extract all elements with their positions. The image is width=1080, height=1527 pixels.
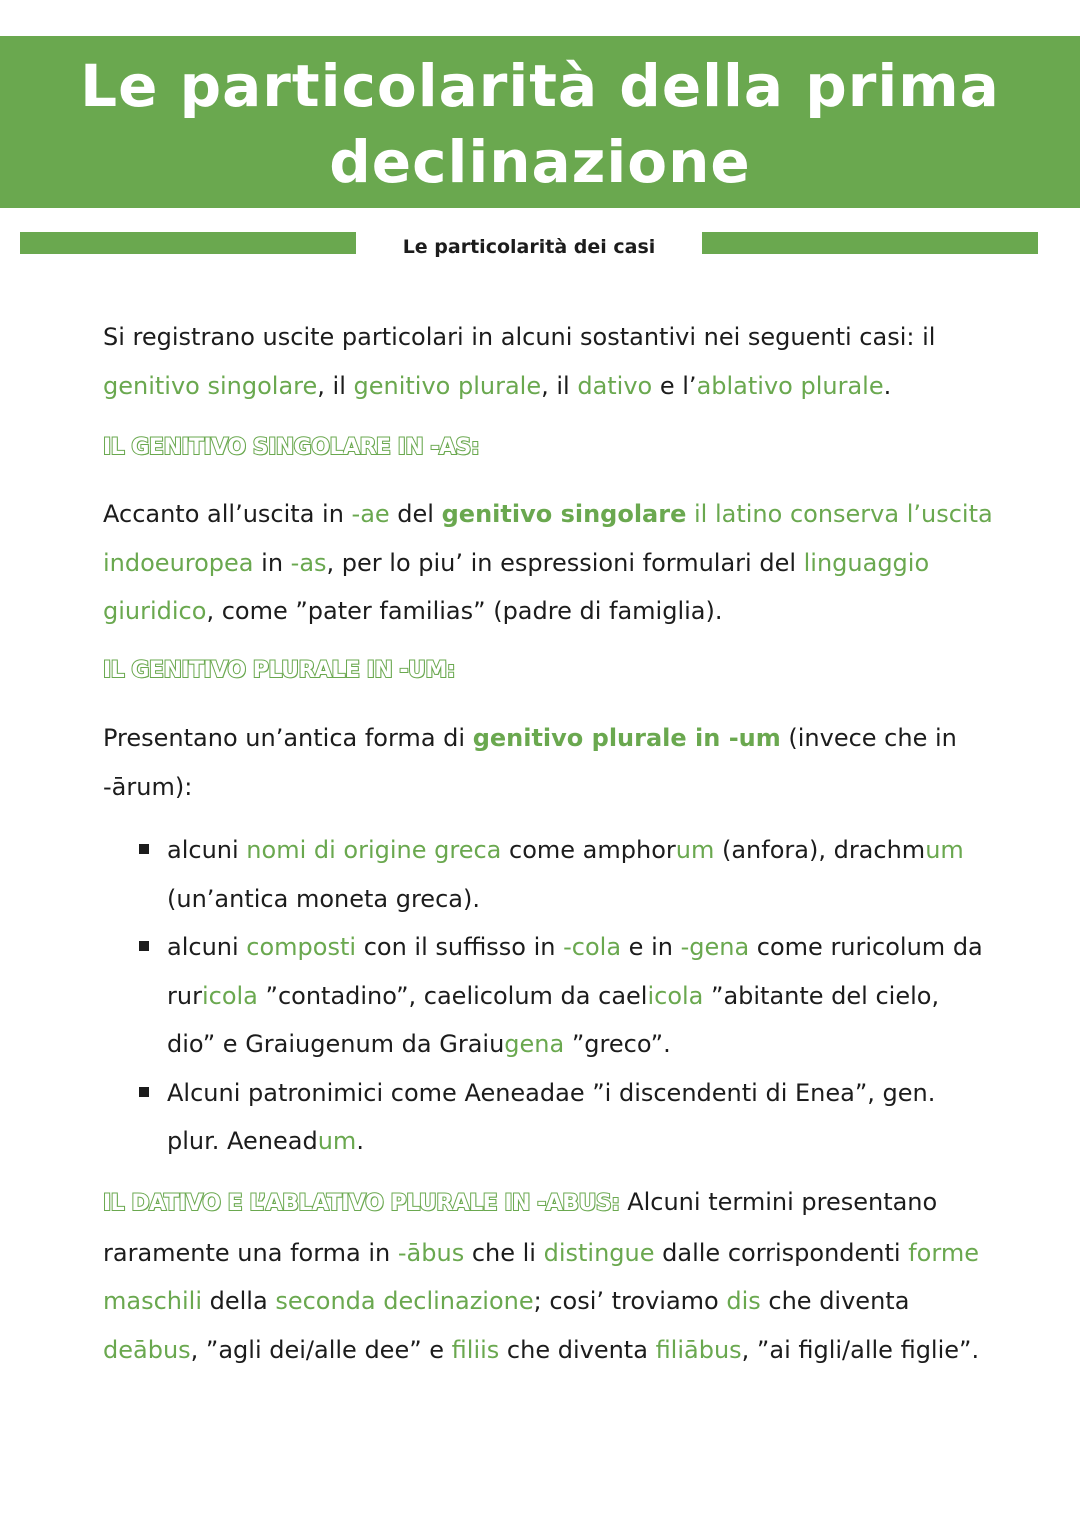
highlight-term: -ābus — [397, 1238, 465, 1267]
body-text: come amphor — [501, 836, 676, 864]
bullet-square-icon — [139, 941, 149, 951]
body-text: con il suffisso in — [356, 933, 564, 961]
highlight-term: um — [675, 836, 715, 864]
intro-text: . — [883, 371, 892, 400]
body-text: che diventa — [499, 1335, 656, 1364]
highlight-term: filiis — [451, 1335, 500, 1364]
section3-paragraph — [103, 1178, 1003, 1374]
intro-text: , il — [317, 371, 354, 400]
bold-highlight-term: genitivo plurale in -um — [472, 724, 781, 752]
highlight-term: deābus — [103, 1335, 191, 1364]
bullet-square-icon — [139, 844, 149, 854]
body-text: ”abitante del cielo, dio” e Graiugenum da Graiu — [167, 981, 940, 1058]
section-subtitle: Le particolarità dei casi — [402, 236, 656, 258]
highlight-term: genitivo singolare — [103, 371, 318, 400]
highlight-term: icola — [647, 981, 704, 1010]
highlight-term: il latino conserva l’uscita indoeuropea — [103, 500, 993, 577]
list-item — [103, 826, 983, 923]
highlight-term: icola — [201, 981, 258, 1010]
highlight-term: nomi di origine greca — [246, 836, 502, 864]
body-text: ”greco”. — [564, 1030, 671, 1058]
section-heading-genitivo-singolare: IL GENITIVO SINGOLARE IN -AS: — [103, 435, 480, 460]
page-title-line-1: Le particolarità della prima — [80, 52, 1000, 120]
intro-paragraph — [103, 313, 1003, 410]
highlight-term: distingue — [543, 1238, 655, 1267]
highlight-term: seconda declinazione — [275, 1287, 534, 1315]
highlight-term: genitivo plurale — [353, 371, 542, 400]
body-text: alcuni — [167, 836, 247, 864]
body-text: (anfora), drachm — [714, 836, 926, 864]
body-text: Alcuni patronimici come Aeneadae ”i discendenti di Enea”, gen. plur. Aenead — [167, 1078, 936, 1155]
body-text: (invece che in -ārum): — [103, 724, 957, 801]
highlight-term: -gena — [680, 933, 750, 961]
list-item — [103, 923, 983, 1069]
body-text: , ”agli dei/alle dee” e — [190, 1335, 452, 1364]
body-text: alcuni — [167, 933, 247, 961]
highlight-term: ablativo plurale — [696, 371, 884, 400]
body-text: . — [356, 1127, 364, 1155]
body-text: dalle corrispondenti — [654, 1238, 909, 1267]
list-item — [103, 1069, 983, 1166]
body-text: del — [389, 500, 442, 528]
highlight-term: -cola — [563, 933, 622, 961]
body-text: , come ”pater familias” (padre di famiglia). — [206, 597, 723, 625]
section1-paragraph — [103, 490, 1003, 636]
body-text: , ”ai figli/alle figlie”. — [741, 1335, 980, 1364]
highlight-term: forme maschili — [103, 1238, 979, 1315]
section-heading-genitivo-plurale: IL GENITIVO PLURALE IN -UM: — [103, 658, 456, 683]
section-heading-dativo-ablativo: IL DATIVO E L’ABLATIVO PLURALE IN -ABUS: — [103, 1191, 620, 1216]
divider-bar-left — [20, 232, 356, 254]
bullet-square-icon — [139, 1087, 149, 1097]
body-text: Alcuni termini presentano raramente una forma in — [103, 1188, 938, 1267]
highlight-term: gena — [504, 1030, 565, 1058]
intro-text: , il — [541, 371, 578, 400]
body-text: e in — [621, 933, 681, 961]
body-text: (un’antica moneta greca). — [167, 884, 480, 913]
body-text: che diventa — [760, 1287, 910, 1315]
intro-text: Si registrano uscite particolari in alcuni sostantivi nei seguenti casi: il — [103, 323, 936, 351]
bullet-list — [103, 826, 983, 1166]
body-text: ”contadino”, caelicolum da cael — [257, 981, 648, 1010]
divider-bar-right — [702, 232, 1038, 254]
body-text: in — [253, 548, 291, 577]
highlight-term: linguaggio giuridico — [103, 548, 930, 625]
body-text: Accanto all’uscita in — [103, 500, 352, 528]
body-text: Presentano un’antica forma di — [103, 724, 473, 752]
highlight-term: dativo — [577, 371, 653, 400]
highlight-term: um — [317, 1127, 357, 1155]
bold-highlight-term: genitivo singolare — [441, 500, 687, 528]
body-text: della — [202, 1287, 276, 1315]
body-text: come ruricolum da rur — [167, 933, 983, 1010]
highlight-term: dis — [726, 1287, 761, 1315]
highlight-term: um — [925, 836, 964, 864]
highlight-term: -ae — [351, 500, 390, 528]
intro-text: e l’ — [652, 371, 697, 400]
body-text: ; cosi’ troviamo — [533, 1287, 727, 1315]
page-title — [0, 48, 1080, 200]
highlight-term: filiābus — [655, 1335, 742, 1364]
highlight-term: -as — [290, 548, 327, 577]
page-title-line-2: declinazione — [329, 128, 751, 196]
body-text: che li — [464, 1238, 544, 1267]
body-text: , per lo piu’ in espressioni formulari del — [326, 548, 804, 577]
highlight-term: composti — [246, 933, 357, 961]
section2-paragraph — [103, 714, 1003, 811]
